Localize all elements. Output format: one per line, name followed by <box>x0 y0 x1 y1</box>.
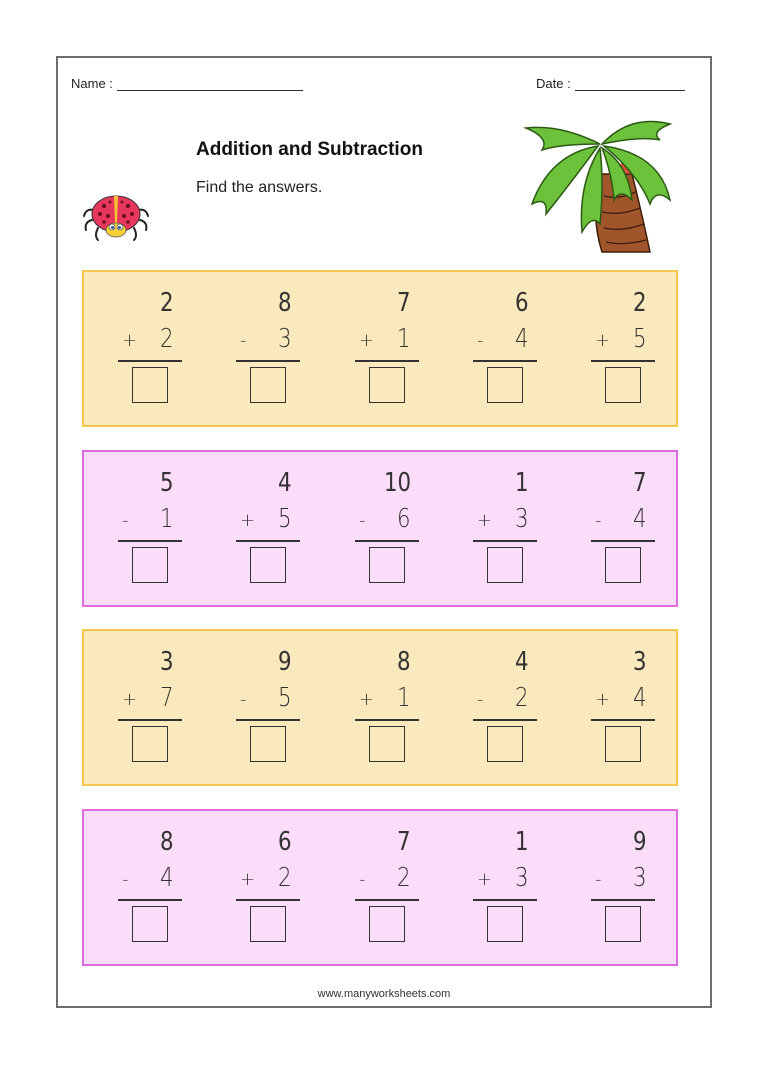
operator: - <box>122 869 129 890</box>
answer-box[interactable] <box>605 367 641 403</box>
answer-rule <box>591 540 655 542</box>
top-number: 1 <box>515 827 529 857</box>
worksheet-instructions: Find the answers. <box>196 179 323 196</box>
bottom-number: 4 <box>633 683 647 713</box>
name-field[interactable] <box>71 76 303 91</box>
answer-rule <box>473 540 537 542</box>
bottom-number: 5 <box>278 504 292 534</box>
problem <box>236 811 300 964</box>
problem <box>355 452 419 605</box>
answer-box[interactable] <box>250 547 286 583</box>
operator: + <box>477 869 493 890</box>
top-number: 2 <box>633 288 647 318</box>
answer-rule <box>355 360 419 362</box>
problem-row-4 <box>82 809 678 966</box>
bottom-number: 1 <box>160 504 174 534</box>
operator: - <box>359 510 366 531</box>
operator: + <box>477 510 493 531</box>
problem <box>355 272 419 425</box>
top-number: 3 <box>633 647 647 677</box>
answer-rule <box>591 719 655 721</box>
top-number: 7 <box>633 468 647 498</box>
answer-rule <box>118 899 182 901</box>
date-field[interactable] <box>536 76 685 91</box>
bottom-number: 4 <box>515 324 529 354</box>
answer-rule <box>236 360 300 362</box>
operator: + <box>240 869 256 890</box>
problem <box>591 631 655 784</box>
bottom-number: 1 <box>397 324 411 354</box>
top-number: 4 <box>278 468 292 498</box>
answer-rule <box>473 899 537 901</box>
operator: - <box>240 330 247 351</box>
answer-rule <box>591 360 655 362</box>
answer-box[interactable] <box>605 906 641 942</box>
top-number: 10 <box>383 468 411 498</box>
problem <box>355 811 419 964</box>
operator: - <box>477 330 484 351</box>
bottom-number: 3 <box>515 863 529 893</box>
bottom-number: 5 <box>633 324 647 354</box>
answer-box[interactable] <box>369 726 405 762</box>
ladybug-icon <box>80 190 152 242</box>
bottom-number: 3 <box>278 324 292 354</box>
bottom-number: 2 <box>515 683 529 713</box>
answer-rule <box>236 540 300 542</box>
answer-box[interactable] <box>132 906 168 942</box>
answer-box[interactable] <box>487 906 523 942</box>
answer-box[interactable] <box>487 367 523 403</box>
problem <box>473 452 537 605</box>
problem <box>118 631 182 784</box>
top-number: 7 <box>397 827 411 857</box>
problem <box>473 272 537 425</box>
problem <box>236 452 300 605</box>
palm-tree-icon <box>520 104 680 256</box>
top-number: 6 <box>278 827 292 857</box>
answer-box[interactable] <box>605 726 641 762</box>
bottom-number: 2 <box>278 863 292 893</box>
problem <box>355 631 419 784</box>
operator: + <box>595 330 611 351</box>
top-number: 6 <box>515 288 529 318</box>
bottom-number: 5 <box>278 683 292 713</box>
operator: + <box>122 330 138 351</box>
answer-rule <box>355 899 419 901</box>
date-blank[interactable] <box>575 78 685 91</box>
problem <box>591 811 655 964</box>
problem-row-3 <box>82 629 678 786</box>
bottom-number: 3 <box>515 504 529 534</box>
operator: - <box>477 689 484 710</box>
problem <box>118 272 182 425</box>
top-number: 8 <box>278 288 292 318</box>
answer-box[interactable] <box>132 547 168 583</box>
operator: - <box>595 510 602 531</box>
answer-box[interactable] <box>250 726 286 762</box>
answer-rule <box>355 540 419 542</box>
bottom-number: 1 <box>397 683 411 713</box>
operator: + <box>595 689 611 710</box>
worksheet-title: Addition and Subtraction <box>196 139 423 160</box>
answer-box[interactable] <box>250 906 286 942</box>
problem <box>473 811 537 964</box>
name-label: Name : <box>71 76 113 91</box>
bottom-number: 4 <box>160 863 174 893</box>
top-number: 9 <box>278 647 292 677</box>
operator: + <box>240 510 256 531</box>
top-number: 8 <box>397 647 411 677</box>
bottom-number: 6 <box>397 504 411 534</box>
operator: + <box>359 330 375 351</box>
answer-rule <box>236 899 300 901</box>
problem <box>591 272 655 425</box>
bottom-number: 4 <box>633 504 647 534</box>
top-number: 9 <box>633 827 647 857</box>
answer-box[interactable] <box>605 547 641 583</box>
top-number: 3 <box>160 647 174 677</box>
answer-box[interactable] <box>487 726 523 762</box>
bottom-number: 7 <box>160 683 174 713</box>
problem-row-2 <box>82 450 678 607</box>
top-number: 5 <box>160 468 174 498</box>
answer-rule <box>591 899 655 901</box>
answer-box[interactable] <box>487 547 523 583</box>
top-number: 1 <box>515 468 529 498</box>
answer-rule <box>473 360 537 362</box>
answer-box[interactable] <box>369 367 405 403</box>
answer-rule <box>355 719 419 721</box>
problem <box>236 272 300 425</box>
top-number: 8 <box>160 827 174 857</box>
answer-rule <box>473 719 537 721</box>
bottom-number: 3 <box>633 863 647 893</box>
top-number: 2 <box>160 288 174 318</box>
operator: - <box>359 869 366 890</box>
top-number: 4 <box>515 647 529 677</box>
footer-url: www.manyworksheets.com <box>317 988 451 1000</box>
answer-rule <box>236 719 300 721</box>
bottom-number: 2 <box>160 324 174 354</box>
answer-box[interactable] <box>369 547 405 583</box>
answer-rule <box>118 540 182 542</box>
problem <box>118 452 182 605</box>
date-label: Date : <box>536 76 571 91</box>
operator: - <box>240 689 247 710</box>
operator: + <box>359 689 375 710</box>
answer-box[interactable] <box>132 367 168 403</box>
problem-row-1 <box>82 270 678 427</box>
answer-box[interactable] <box>250 367 286 403</box>
answer-rule <box>118 719 182 721</box>
problem <box>591 452 655 605</box>
answer-box[interactable] <box>369 906 405 942</box>
problem <box>118 811 182 964</box>
problem <box>236 631 300 784</box>
operator: + <box>122 689 138 710</box>
name-blank[interactable] <box>117 78 303 91</box>
problem <box>473 631 537 784</box>
answer-box[interactable] <box>132 726 168 762</box>
bottom-number: 2 <box>397 863 411 893</box>
operator: - <box>122 510 129 531</box>
operator: - <box>595 869 602 890</box>
answer-rule <box>118 360 182 362</box>
top-number: 7 <box>397 288 411 318</box>
